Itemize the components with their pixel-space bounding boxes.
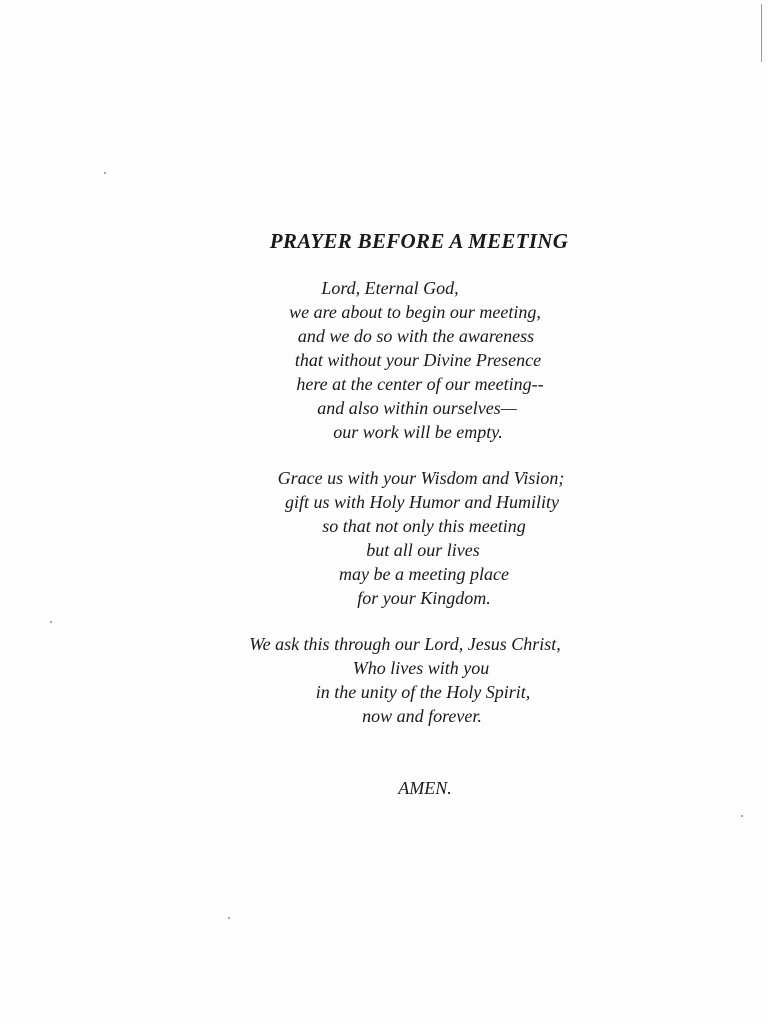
- scan-speck: [741, 815, 743, 817]
- scan-speck: [228, 917, 230, 919]
- stanza-line: our work will be empty.: [333, 422, 503, 442]
- stanza-line: Lord, Eternal God,: [321, 278, 459, 298]
- stanza-line: but all our lives: [366, 540, 480, 560]
- scan-edge-mark: [761, 4, 762, 62]
- closing-amen: AMEN.: [398, 778, 452, 798]
- stanza-line: and also within ourselves—: [317, 398, 517, 418]
- stanza-line: and we do so with the awareness: [297, 326, 535, 346]
- prayer-text: [0, 226, 768, 800]
- stanza-line: so that not only this meeting: [322, 516, 526, 536]
- prayer-title: PRAYER BEFORE A MEETING: [269, 229, 569, 253]
- stanza-line: in the unity of the Holy Spirit,: [315, 682, 531, 702]
- stanza-line: now and forever.: [362, 706, 482, 726]
- scan-speck: [104, 172, 106, 174]
- stanza-2: [0, 466, 768, 610]
- stanza-3: [0, 632, 768, 728]
- stanza-line: We ask this through our Lord, Jesus Christ,: [249, 634, 561, 654]
- stanza-1: [0, 276, 768, 444]
- stanza-line: that without your Divine Presence: [294, 350, 542, 370]
- stanza-line: gift us with Holy Humor and Humility: [285, 492, 559, 512]
- stanza-line: for your Kingdom.: [357, 588, 491, 608]
- stanza-line: Who lives with you: [352, 658, 490, 678]
- stanza-line: may be a meeting place: [339, 564, 509, 584]
- stanza-line: here at the center of our meeting--: [296, 374, 544, 394]
- stanza-line: Grace us with your Wisdom and Vision;: [277, 468, 565, 488]
- stanza-line: we are about to begin our meeting,: [289, 302, 541, 322]
